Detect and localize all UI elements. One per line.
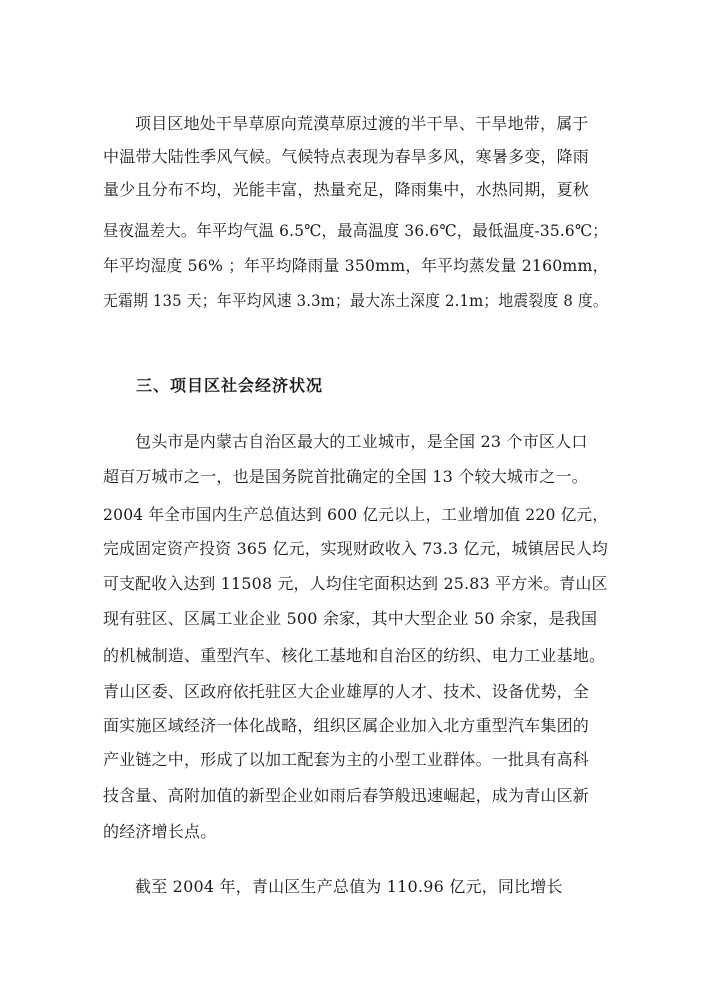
- paragraph-2-line-8: 青山区委、区政府依托驻区大企业雄厚的人才、技术、设备优势，全: [103, 682, 590, 701]
- paragraph-1-line-3: 量少且分布不均，光能丰富，热量充足，降雨集中，水热同期，夏秋: [103, 180, 590, 199]
- paragraph-2-line-6: 现有驻区、区属工业企业 500 余家，其中大型企业 50 余家，是我国: [103, 609, 598, 628]
- paragraph-1-line-5: 年平均湿度 56% ；年平均降雨量 350mm，年平均蒸发量 2160mm，: [103, 256, 609, 275]
- paragraph-2-line-5: 可支配收入达到 11508 元，人均住宅面积达到 25.83 平方米。青山区: [103, 574, 608, 593]
- paragraph-2-line-7: 的机械制造、重型汽车、核化工基地和自治区的纺织、电力工业基地。: [103, 646, 606, 665]
- section-heading: 三、项目区社会经济状况: [136, 376, 324, 395]
- paragraph-1-line-2: 中温带大陆性季风气候。气候特点表现为春旱多风，寒暑多变，降雨: [103, 147, 590, 166]
- paragraph-1-line-6: 无霜期 135 天；年平均风速 3.3m；最大冻土深度 2.1m；地震裂度 8 度。: [103, 291, 608, 310]
- paragraph-2-line-9: 面实施区域经济一体化战略，组织区属企业加入北方重型汽车集团的: [103, 716, 590, 735]
- paragraph-2-line-12: 的经济增长点。: [103, 822, 217, 841]
- paragraph-2-line-10: 产业链之中，形成了以加工配套为主的小型工业群体。一批具有高科: [103, 750, 590, 769]
- paragraph-1-line-4: 昼夜温差大。年平均气温 6.5℃，最高温度 36.6℃，最低温度-35.6℃；: [103, 221, 608, 240]
- paragraph-2-line-1: 包头市是内蒙古自治区最大的工业城市，是全国 23 个市区人口: [135, 432, 588, 451]
- paragraph-3-line-1: 截至 2004 年，青山区生产总值为 110.96 亿元，同比增长: [135, 877, 563, 896]
- paragraph-1-line-1: 项目区地处干旱草原向荒漠草原过渡的半干旱、干旱地带，属于: [135, 114, 589, 133]
- paragraph-2-line-3: 2004 年全市国内生产总值达到 600 亿元以上，工业增加值 220 亿元，: [103, 505, 609, 524]
- paragraph-2-line-11: 技含量、高附加值的新型企业如雨后春笋般迅速崛起，成为青山区新: [103, 786, 590, 805]
- paragraph-2-line-4: 完成固定资产投资 365 亿元，实现财政收入 73.3 亿元，城镇居民人均: [103, 539, 608, 558]
- paragraph-2-line-2: 超百万城市之一，也是国务院首批确定的全国 13 个较大城市之一。: [103, 467, 588, 486]
